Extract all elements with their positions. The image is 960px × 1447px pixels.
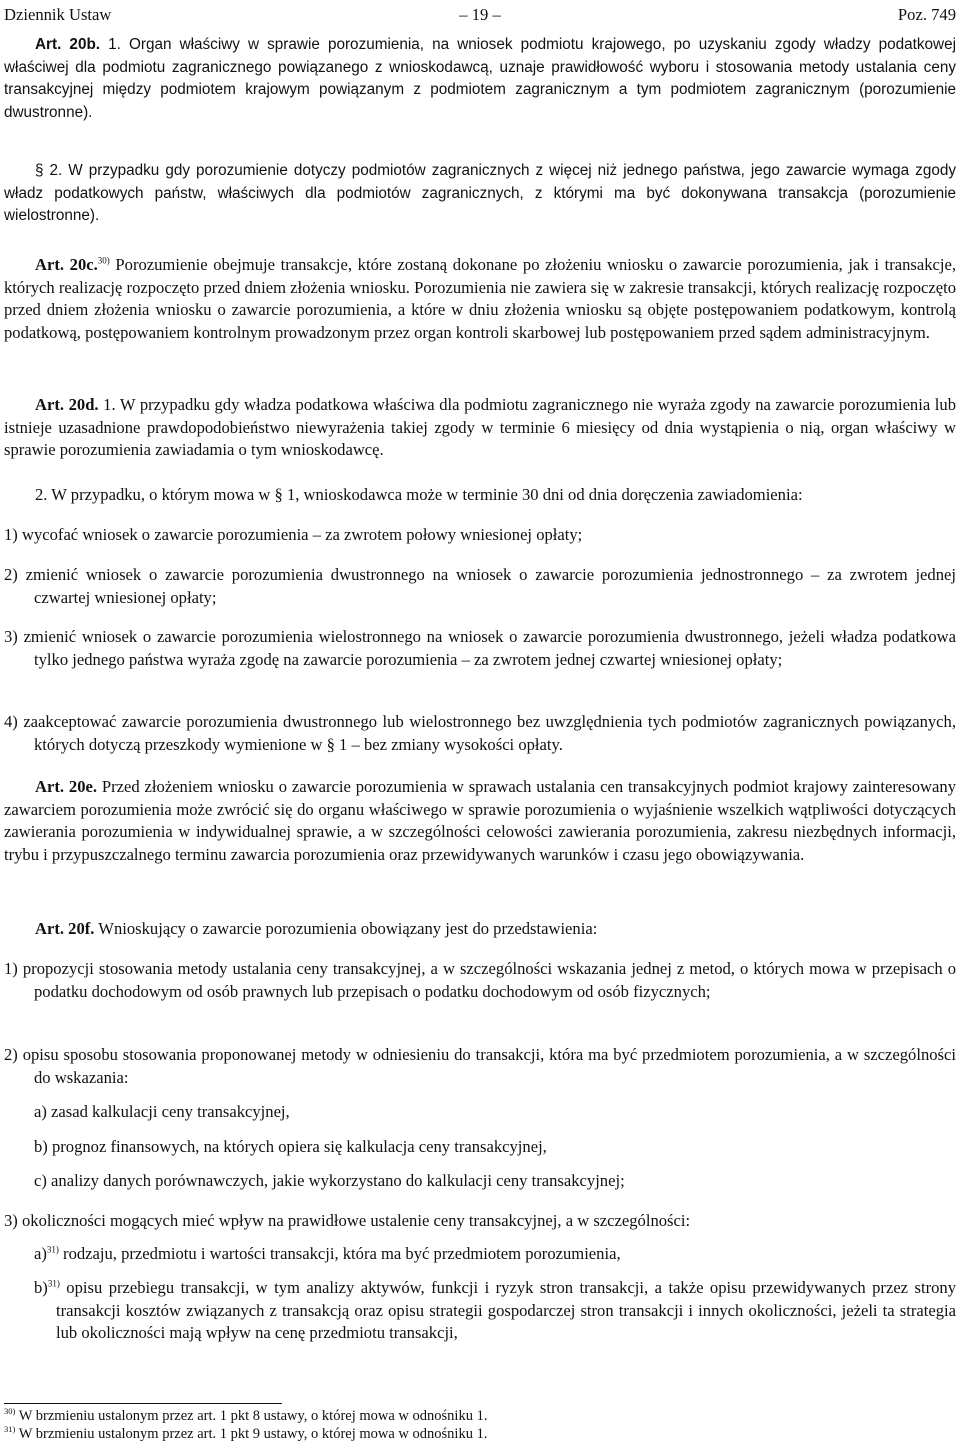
sub-item	[4, 1243, 956, 1266]
art-20d-par-1	[4, 394, 956, 462]
footnote-ref: 31)	[46, 1244, 59, 1255]
list-item-text: 3) okoliczności mogących mieć wpływ na prawidłowe ustalenie ceny transakcyjnej, a w szczególności:	[4, 1211, 691, 1230]
sub-item-text: opisu przebiegu transakcji, w tym analizy aktywów, funkcji i ryzyk stron transakcji, a także opisu przewidywanych przez strony transakcji kosztów związanych z transakcją oraz opisu strategii gospodarczej stron transakcji i innych okoliczności, jeżeli ta strategia lub okoliczności mają wpływ na cenę przedmiotu transakcji,	[56, 1278, 956, 1343]
art-20c	[4, 254, 956, 345]
footnote-text: W brzmieniu ustalonym przez art. 1 pkt 9 ustawy, o której mowa w odnośniku 1.	[15, 1426, 488, 1442]
list-item-text: 3) zmienić wniosek o zawarcie porozumienia wielostronnego na wniosek o zawarcie porozumienia dwustronnego, jeżeli władza podatkowa tylko jednego państwa wyraża zgodę na zawarcie porozumienia – za zwrotem jednej czwartej wniesionej opłaty;	[4, 627, 956, 669]
paragraph-text: 2. W przypadku, o którym mowa w § 1, wnioskodawca może w terminie 30 dni od dnia doręczenia zawiadomienia:	[35, 485, 803, 504]
paragraph-text: § 2. W przypadku gdy porozumienie dotyczy podmiotów zagranicznych z więcej niż jednego państwa, jego zawarcie wymaga zgody władz podatkowych państw, właściwych dla podmiotów zagranicznych, z którymi ma być dokonywana transakcja (porozumienie wielostronne).	[4, 162, 956, 225]
sub-item	[4, 1136, 956, 1159]
list-item-text: 1) wycofać wniosek o zawarcie porozumienia – za zwrotem połowy wniesionej opłaty;	[4, 525, 583, 544]
list-item	[4, 1210, 956, 1233]
sub-item-label: a)	[34, 1244, 47, 1263]
list-item	[4, 524, 956, 547]
journal-title: Dziennik Ustaw	[4, 5, 112, 24]
footnote-ref: 31)	[4, 1424, 16, 1435]
paragraph-text: Przed złożeniem wniosku o zawarcie porozumienia w sprawach ustalania cen transakcyjnych podmiot krajowy zainteresowany zawarciem porozumienia może zwrócić się do organu właściwego w sprawie porozumienia o wyjaśnienie wszelkich wątpliwości dotyczących zawierania porozumienia w indywidualnej sprawie, a w szczególności celowości zawierania porozumienia, zakresu niezbędnych informacji, trybu i przypuszczalnego terminu zawarcia porozumienia oraz przewidywanych warunków i czasu jego obowiązywania.	[4, 777, 956, 865]
article-label: Art. 20b.	[35, 36, 101, 53]
footnote-text: W brzmieniu ustalonym przez art. 1 pkt 8 ustawy, o której mowa w odnośniku 1.	[15, 1408, 488, 1424]
page-number: – 19 –	[459, 5, 501, 24]
paragraph-text: Wnioskujący o zawarcie porozumienia obowiązany jest do przedstawienia:	[94, 919, 598, 938]
art-20b-par-1	[4, 34, 956, 125]
sub-item	[4, 1277, 956, 1345]
sub-item-text: rodzaju, przedmiotu i wartości transakcji, która ma być przedmiotem porozumienia,	[58, 1244, 621, 1263]
paragraph-text: Porozumienie obejmuje transakcje, które zostaną dokonane po złożeniu wniosku o zawarcie porozumienia, jak i transakcje, których realizację rozpoczęto przed dniem złożenia wniosku. Porozumienia nie zawiera się w zakresie transakcji, których realizację rozpoczęto przed dniem złożenia wniosku o zawarcie porozumienia, a które w dniu złożenia wniosku są objęte postępowaniem podatkowym, kontrolą podatkową, postępowaniem kontrolnym prowadzonym przez organ kontroli skarbowej lub postępowaniem przed sądem administracyjnym.	[4, 255, 956, 343]
footnote-divider	[4, 1403, 282, 1404]
sub-item-text: b) prognoz finansowych, na których opiera się kalkulacja ceny transakcyjnej,	[34, 1137, 547, 1156]
sub-item-text: c) analizy danych porównawczych, jakie wykorzystano do kalkulacji ceny transakcyjnej;	[34, 1171, 625, 1190]
article-label: Art. 20e.	[35, 777, 98, 796]
position-number: Poz. 749	[897, 5, 956, 24]
page-header	[4, 4, 956, 28]
article-label: Art. 20d.	[35, 395, 99, 414]
article-label: Art. 20c.	[35, 255, 98, 274]
footnote-ref: 30)	[4, 1406, 16, 1417]
sub-item-text: a) zasad kalkulacji ceny transakcyjnej,	[34, 1102, 290, 1121]
list-item-text: 1) propozycji stosowania metody ustalania ceny transakcyjnej, a w szczególności wskazania jednej z metod, o których mowa w przepisach o podatku dochodowym od osób prawnych lub przepisach o podatku dochodowym od osób fizycznych;	[4, 959, 956, 1001]
sub-item-label: b)	[34, 1278, 48, 1297]
sub-item	[4, 1101, 956, 1124]
footnote	[4, 1407, 487, 1425]
article-label: Art. 20f.	[35, 919, 95, 938]
footnote	[4, 1425, 487, 1443]
art-20f-intro	[4, 918, 956, 941]
list-item-text: 2) opisu sposobu stosowania proponowanej metody w odniesieniu do transakcji, która ma być przedmiotem porozumienia, a w szczególności do wskazania:	[4, 1045, 956, 1087]
footnote-ref: 30)	[97, 255, 110, 266]
list-item	[4, 564, 956, 609]
art-20d-par-2	[4, 484, 956, 507]
list-item-text: 4) zaakceptować zawarcie porozumienia dwustronnego lub wielostronnego bez uwzględnienia tych podmiotów zagranicznych powiązanych, których dotyczą przeszkody wymienione w § 1 – bez zmiany wysokości opłaty.	[4, 712, 956, 754]
list-item	[4, 1044, 956, 1089]
art-20b-par-2	[4, 160, 956, 228]
list-item	[4, 626, 956, 671]
paragraph-text: 1. W przypadku gdy władza podatkowa właściwa dla podmiotu zagranicznego nie wyraża zgody na zawarcie porozumienia lub istnieje uzasadnione prawdopodobieństwo niewyrażenia takiej zgody w terminie 6 miesięcy od dnia wystąpienia o nią, organ właściwy w sprawie porozumienia zawiadamia o tym wnioskodawcę.	[4, 395, 956, 460]
list-item	[4, 958, 956, 1003]
sub-item	[4, 1170, 956, 1193]
list-item-text: 2) zmienić wniosek o zawarcie porozumienia dwustronnego na wniosek o zawarcie porozumienia jednostronnego – za zwrotem jednej czwartej wniesionej opłaty;	[4, 565, 956, 607]
footnote-ref: 31)	[47, 1278, 60, 1289]
art-20e	[4, 776, 956, 867]
list-item	[4, 711, 956, 756]
paragraph-text: 1. Organ właściwy w sprawie porozumienia, na wniosek podmiotu krajowego, po uzyskaniu zgody władzy podatkowej właściwej dla podmiotu zagranicznego powiązanego z wnioskodawcą, uznaje prawidłowość wyboru i stosowania metody ustalania ceny transakcyjnej między podmiotem krajowym powiązanym z podmiotem zagranicznym a tym podmiotem zagranicznym (porozumienie dwustronne).	[4, 36, 957, 122]
